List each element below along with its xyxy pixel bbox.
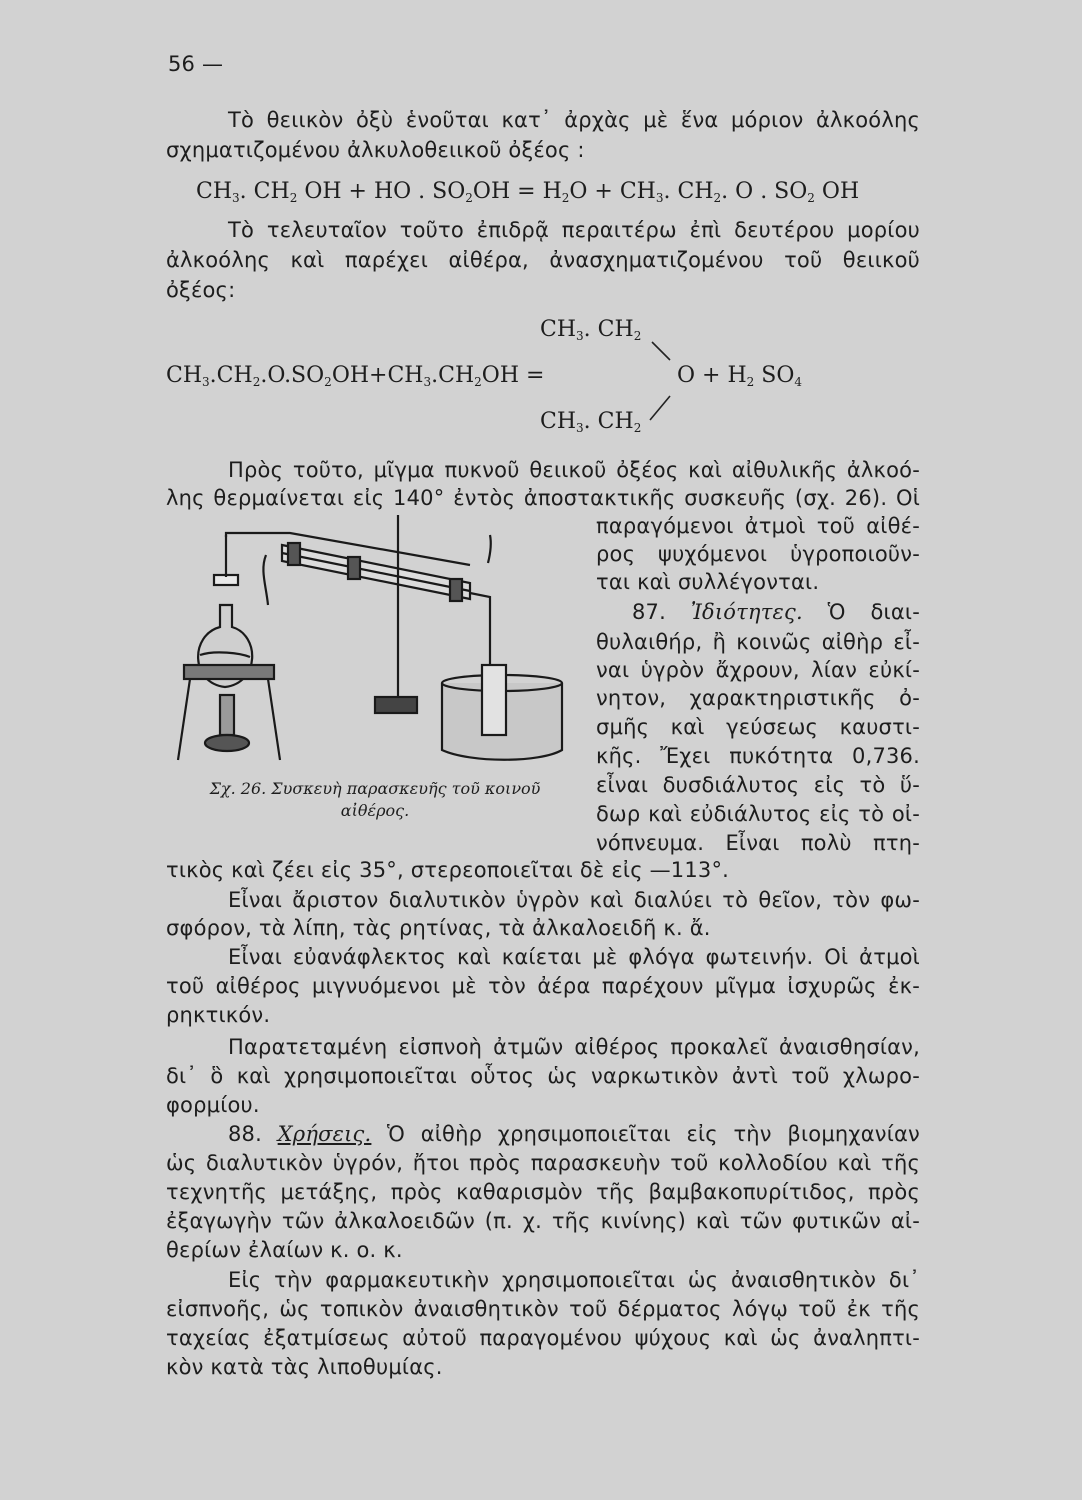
right-col-line-2: ρος ψυχόμενοι ὑγροποιοῦν- (596, 542, 920, 566)
section-88-first: Ὁ αἰθὴρ χρησιμοποιεῖται εἰς τὴν βιομηχανίαν (387, 1122, 920, 1146)
sec88-line-8: κὸν κατὰ τὰς λιποθυμίας. (166, 1355, 443, 1379)
sec88-line-6: εἰσπνοῆς, ὡς τοπικὸν ἀναισθητικὸν τοῦ δέρματος λόγῳ τοῦ ἐκ τῆς (166, 1297, 920, 1321)
body-line-5: τοῦ αἰθέρος μιγνυόμενοι μὲ τὸν ἀέρα παρέχουν μῖγμα ἰσχυρῶς ἐκ- (166, 974, 920, 998)
section-87-number: 87. (632, 600, 666, 624)
page-number: 56 — (168, 52, 224, 76)
right-col2-line-4: σμῆς καὶ γεύσεως καυστι- (596, 715, 920, 739)
right-col2-line-3: νητον, χαρακτηριστικῆς ὀ- (596, 686, 920, 710)
clamp-3 (450, 579, 462, 601)
body-line-8: δι᾽ ὃ καὶ χρησιμοποιεῖται οὗτος ὡς ναρκωτικὸν ἀντὶ τοῦ χλωρο- (166, 1064, 920, 1088)
body-line-1: τικὸς καὶ ζέει εἰς 35°, στερεοποιεῖται δὲ εἰς —113°. (166, 858, 730, 882)
figure-caption-line-1: Σχ. 26. Συσκευὴ παρασκευῆς τοῦ κοινοῦ (209, 779, 541, 798)
burner-base (205, 735, 249, 751)
water-inlet (263, 555, 268, 605)
para2-line-3: ὀξέος: (166, 278, 236, 302)
section-88-title: Χρήσεις. (277, 1122, 372, 1146)
equation-2-bottom: $CH_3$. $CH_2$ (540, 409, 642, 435)
intro-line-2: σχηματιζομένου ἀλκυλοθειικοῦ ὀξέος : (166, 138, 585, 162)
right-col2-line-5: κῆς. Ἔχει πυκότητα 0,736. (596, 744, 920, 768)
intro-line-1: Τὸ θειικὸν ὀξὺ ἑνοῦται κατ᾽ ἀρχὰς μὲ ἕνα μόριον ἀλκοόλης (228, 108, 920, 132)
figure-caption-line-2: αἰθέρος. (340, 801, 410, 820)
equation-2-right: $O + H_2$ $SO_4$ (677, 363, 803, 389)
right-col-line-3: ται καὶ συλλέγονται. (596, 570, 820, 594)
condenser-inner (282, 553, 470, 591)
equation-1: $CH_3$. $CH_2$ OH + HO . $SO_2OH = H_2O + CH_3$. $CH_2$. O . $SO_2$ OH (196, 179, 860, 205)
bond-lower (650, 396, 670, 420)
section-87-heading (632, 598, 920, 626)
body-line-3: σφόρον, τὰ λίπη, τὰς ρητίνας, τὰ ἀλκαλοειδῆ κ. ἄ. (166, 916, 711, 940)
para3-line-2: λης θερμαίνεται εἰς 140° ἐντὸς ἀποστακτικῆς συσκευῆς (σχ. 26). Οἱ (166, 486, 920, 510)
right-col2-line-2: ναι ὑγρὸν ἄχρουν, λίαν εὐκί- (596, 658, 920, 682)
right-col2-line-6: εἶναι δυσδιάλυτος εἰς τὸ ὕ- (596, 773, 920, 797)
clamp-1 (288, 543, 300, 565)
section-88-heading (228, 1120, 920, 1148)
body-line-2: Εἶναι ἄριστον διαλυτικὸν ὑγρὸν καὶ διαλύει τὸ θεῖον, τὸν φω- (228, 888, 920, 912)
stand-base (375, 697, 417, 713)
water-outlet (488, 535, 491, 563)
equation-2-top: $CH_3$. $CH_2$ (540, 317, 642, 343)
body-line-9: φορμίου. (166, 1093, 260, 1117)
section-87-first: Ὁ διαι- (827, 600, 920, 624)
para2-line-1: Τὸ τελευταῖον τοῦτο ἐπιδρᾷ περαιτέρω ἐπὶ δευτέρου μορίου (228, 218, 920, 242)
para3-line-1: Πρὸς τοῦτο, μῖγμα πυκνοῦ θειικοῦ ὀξέος καὶ αἰθυλικῆς ἀλκοό- (228, 458, 920, 482)
sec88-line-3: ἐξαγωγὴν τῶν ἀλκαλοειδῶν (π. χ. τῆς κινίνης) καὶ τῶν φυτικῶν αἰ- (166, 1209, 920, 1233)
distillation-apparatus-figure (170, 515, 575, 780)
right-col-line-1: παραγόμενοι ἀτμοὶ τοῦ αἰθέ- (596, 514, 920, 538)
tripod-leg-right (268, 679, 280, 760)
sec88-line-2: τεχνητῆς μετάξης, πρὸς καθαρισμὸν τῆς βαμβακοπυρίτιδος, πρὸς (166, 1180, 920, 1204)
tripod-leg-left (178, 679, 190, 760)
equation-2-left: $CH_3.CH_2.O.SO_2OH+CH_3.CH_2OH$ = (166, 363, 545, 389)
body-line-6: ρηκτικόν. (166, 1003, 271, 1027)
clamp-2 (348, 557, 360, 579)
right-col2-line-1: θυλαιθήρ, ἢ κοινῶς αἰθὴρ εἶ- (596, 630, 920, 654)
sec88-line-7: ταχείας ἐξατμίσεως αὐτοῦ παραγομένου ψύχους καὶ ὡς ἀναληπτι- (166, 1326, 920, 1350)
bond-upper (652, 342, 670, 360)
section-88-number: 88. (228, 1122, 262, 1146)
burner (220, 695, 234, 735)
wire-gauze (184, 665, 274, 679)
para2-line-2: ἀλκοόλης καὶ παρέχει αἰθέρα, ἀνασχηματιζομένου τοῦ θειικοῦ (166, 248, 920, 272)
sec88-line-4: θερίων ἐλαίων κ. ο. κ. (166, 1238, 403, 1262)
body-line-7: Παρατεταμένη εἰσπνοὴ ἀτμῶν αἰθέρος προκαλεῖ ἀναισθησίαν, (228, 1035, 920, 1059)
receiver-tube (482, 665, 506, 735)
ether-bonds (640, 338, 680, 428)
right-col2-line-7: δωρ καὶ εὐδιάλυτος εἰς τὸ οἰ- (596, 802, 920, 826)
section-87-title: Ἰδιότητες. (690, 600, 803, 624)
body-line-4: Εἶναι εὐανάφλεκτος καὶ καίεται μὲ φλόγα φωτεινήν. Οἱ ἀτμοὶ (228, 945, 920, 969)
sec88-line-5: Εἰς τὴν φαρμακευτικὴν χρησιμοποιεῖται ὡς ἀναισθητικὸν δι᾽ (228, 1268, 920, 1292)
sec88-line-1: ὡς διαλυτικὸν ὑγρόν, ἤτοι πρὸς παρασκευὴν τοῦ κολλοδίου καὶ τῆς (166, 1151, 920, 1175)
right-col2-line-8: νόπνευμα. Εἶναι πολὺ πτη- (596, 831, 920, 855)
